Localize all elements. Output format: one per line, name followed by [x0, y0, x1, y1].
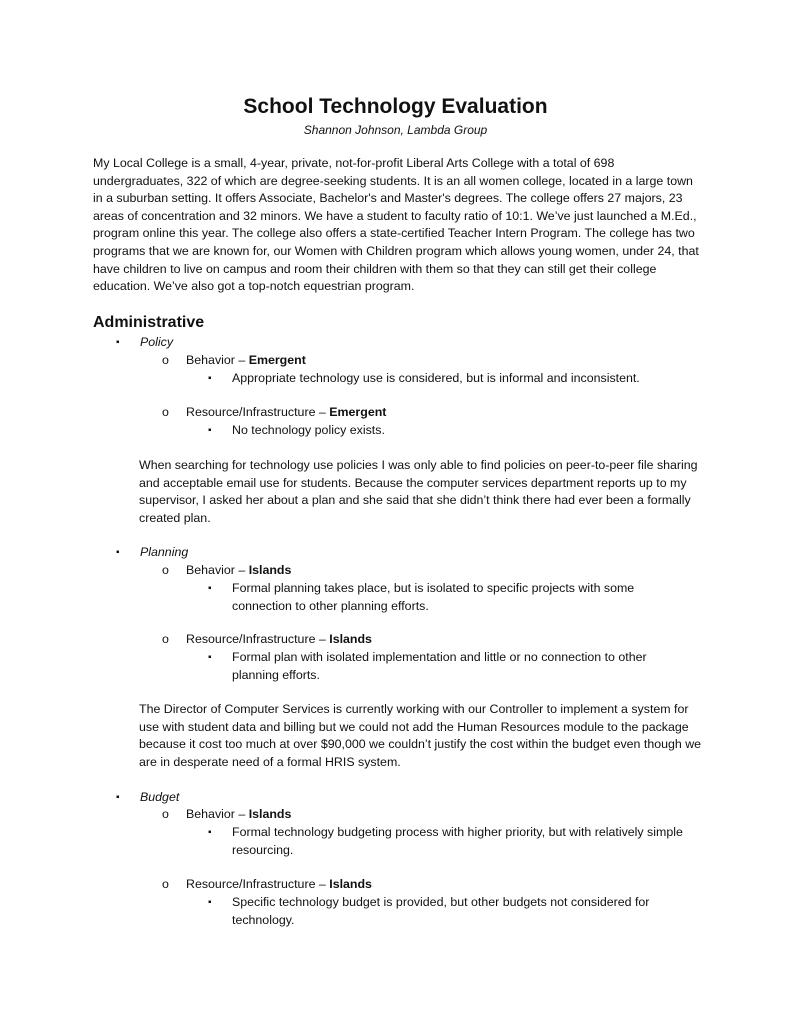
planning-behavior-detail [208, 580, 688, 615]
rating-detail: No technology policy exists. [232, 423, 385, 437]
rating-level: Islands [329, 877, 372, 891]
document-byline: Shannon Johnson, Lambda Group [303, 123, 488, 137]
rating-detail: Formal plan with isolated implementation and little or no connection to other planning efforts. [232, 650, 647, 682]
circle-bullet: o [162, 632, 169, 646]
square-bullet: ▪ [116, 337, 120, 348]
topic-label: Budget [140, 790, 180, 804]
square-bullet: ▪ [208, 652, 212, 663]
circle-bullet: o [162, 563, 169, 577]
topic-label: Planning [140, 545, 189, 559]
rating-label: Resource/Infrastructure – [186, 877, 330, 891]
policy-behavior-detail [208, 370, 688, 388]
square-bullet: ▪ [208, 425, 212, 436]
rating-level: Islands [248, 807, 292, 821]
rating-level: Islands [329, 632, 372, 646]
section-heading-administrative: Administrative [93, 314, 205, 331]
rating-label: Resource/Infrastructure – [186, 632, 330, 646]
rating-level: Emergent [329, 405, 387, 419]
policy-resource-detail [208, 422, 688, 440]
rating-label: Behavior – [186, 807, 249, 821]
document-title: School Technology Evaluation [243, 95, 548, 118]
rating-detail: Appropriate technology use is considered, but is informal and inconsistent. [232, 371, 640, 385]
circle-bullet: o [162, 353, 169, 367]
square-bullet: ▪ [208, 373, 212, 384]
planning-commentary: The Director of Computer Services is currently working with our Controller to implement a system for use with student data and billing but we could not add the Human Resources module to the package because it cost too much at over $90,000 we couldn’t justify the cost within the budget even though we are in desperate need of a formal HRIS system. [139, 702, 702, 769]
rating-detail: Formal planning takes place, but is isolated to specific projects with some connection to other planning efforts. [232, 581, 635, 613]
square-bullet: ▪ [208, 827, 212, 838]
rating-detail: Formal technology budgeting process with higher priority, but with relatively simple resourcing. [232, 825, 683, 857]
rating-level: Islands [248, 563, 292, 577]
rating-level: Emergent [248, 353, 306, 367]
circle-bullet: o [162, 807, 169, 821]
policy-commentary: When searching for technology use policies I was only able to find policies on peer-to-peer file sharing and acceptable email use for students. Because the computer services department reports up to my supervisor, I asked her about a plan and she said that she didn’t think there had ever been a formally created plan. [139, 458, 698, 525]
budget-resource-detail [208, 894, 688, 929]
intro-paragraph: My Local College is a small, 4-year, private, not-for-profit Liberal Arts College with a total of 698 undergraduates, 322 of which are degree-seeking students. It is an all women college, located in a large town in a suburban setting. It offers Associate, Bachelor's and Master's degrees. The college offers 27 majors, 23 areas of concentration and 32 minors. We have a student to faculty ratio of 10:1. We’ve just launched a M.Ed., program online this year. The college also offers a state-certified Teacher Intern Program. The college has two programs that we are known for, our Women with Children program which allows young women, under 24, that have children to live on campus and room their children with them so that they can still get their college education. We’ve also got a top-notch equestrian program. [93, 156, 699, 294]
rating-label: Behavior – [186, 563, 249, 577]
square-bullet: ▪ [208, 583, 212, 594]
planning-resource-detail [208, 649, 688, 684]
budget-behavior-detail [208, 824, 688, 859]
square-bullet: ▪ [116, 547, 120, 558]
topic-label: Policy [140, 335, 174, 349]
circle-bullet: o [162, 405, 169, 419]
circle-bullet: o [162, 877, 169, 891]
square-bullet: ▪ [116, 792, 120, 803]
rating-label: Behavior – [186, 353, 249, 367]
rating-detail: Specific technology budget is provided, but other budgets not considered for technology. [232, 895, 650, 927]
square-bullet: ▪ [208, 897, 212, 908]
rating-label: Resource/Infrastructure – [186, 405, 330, 419]
